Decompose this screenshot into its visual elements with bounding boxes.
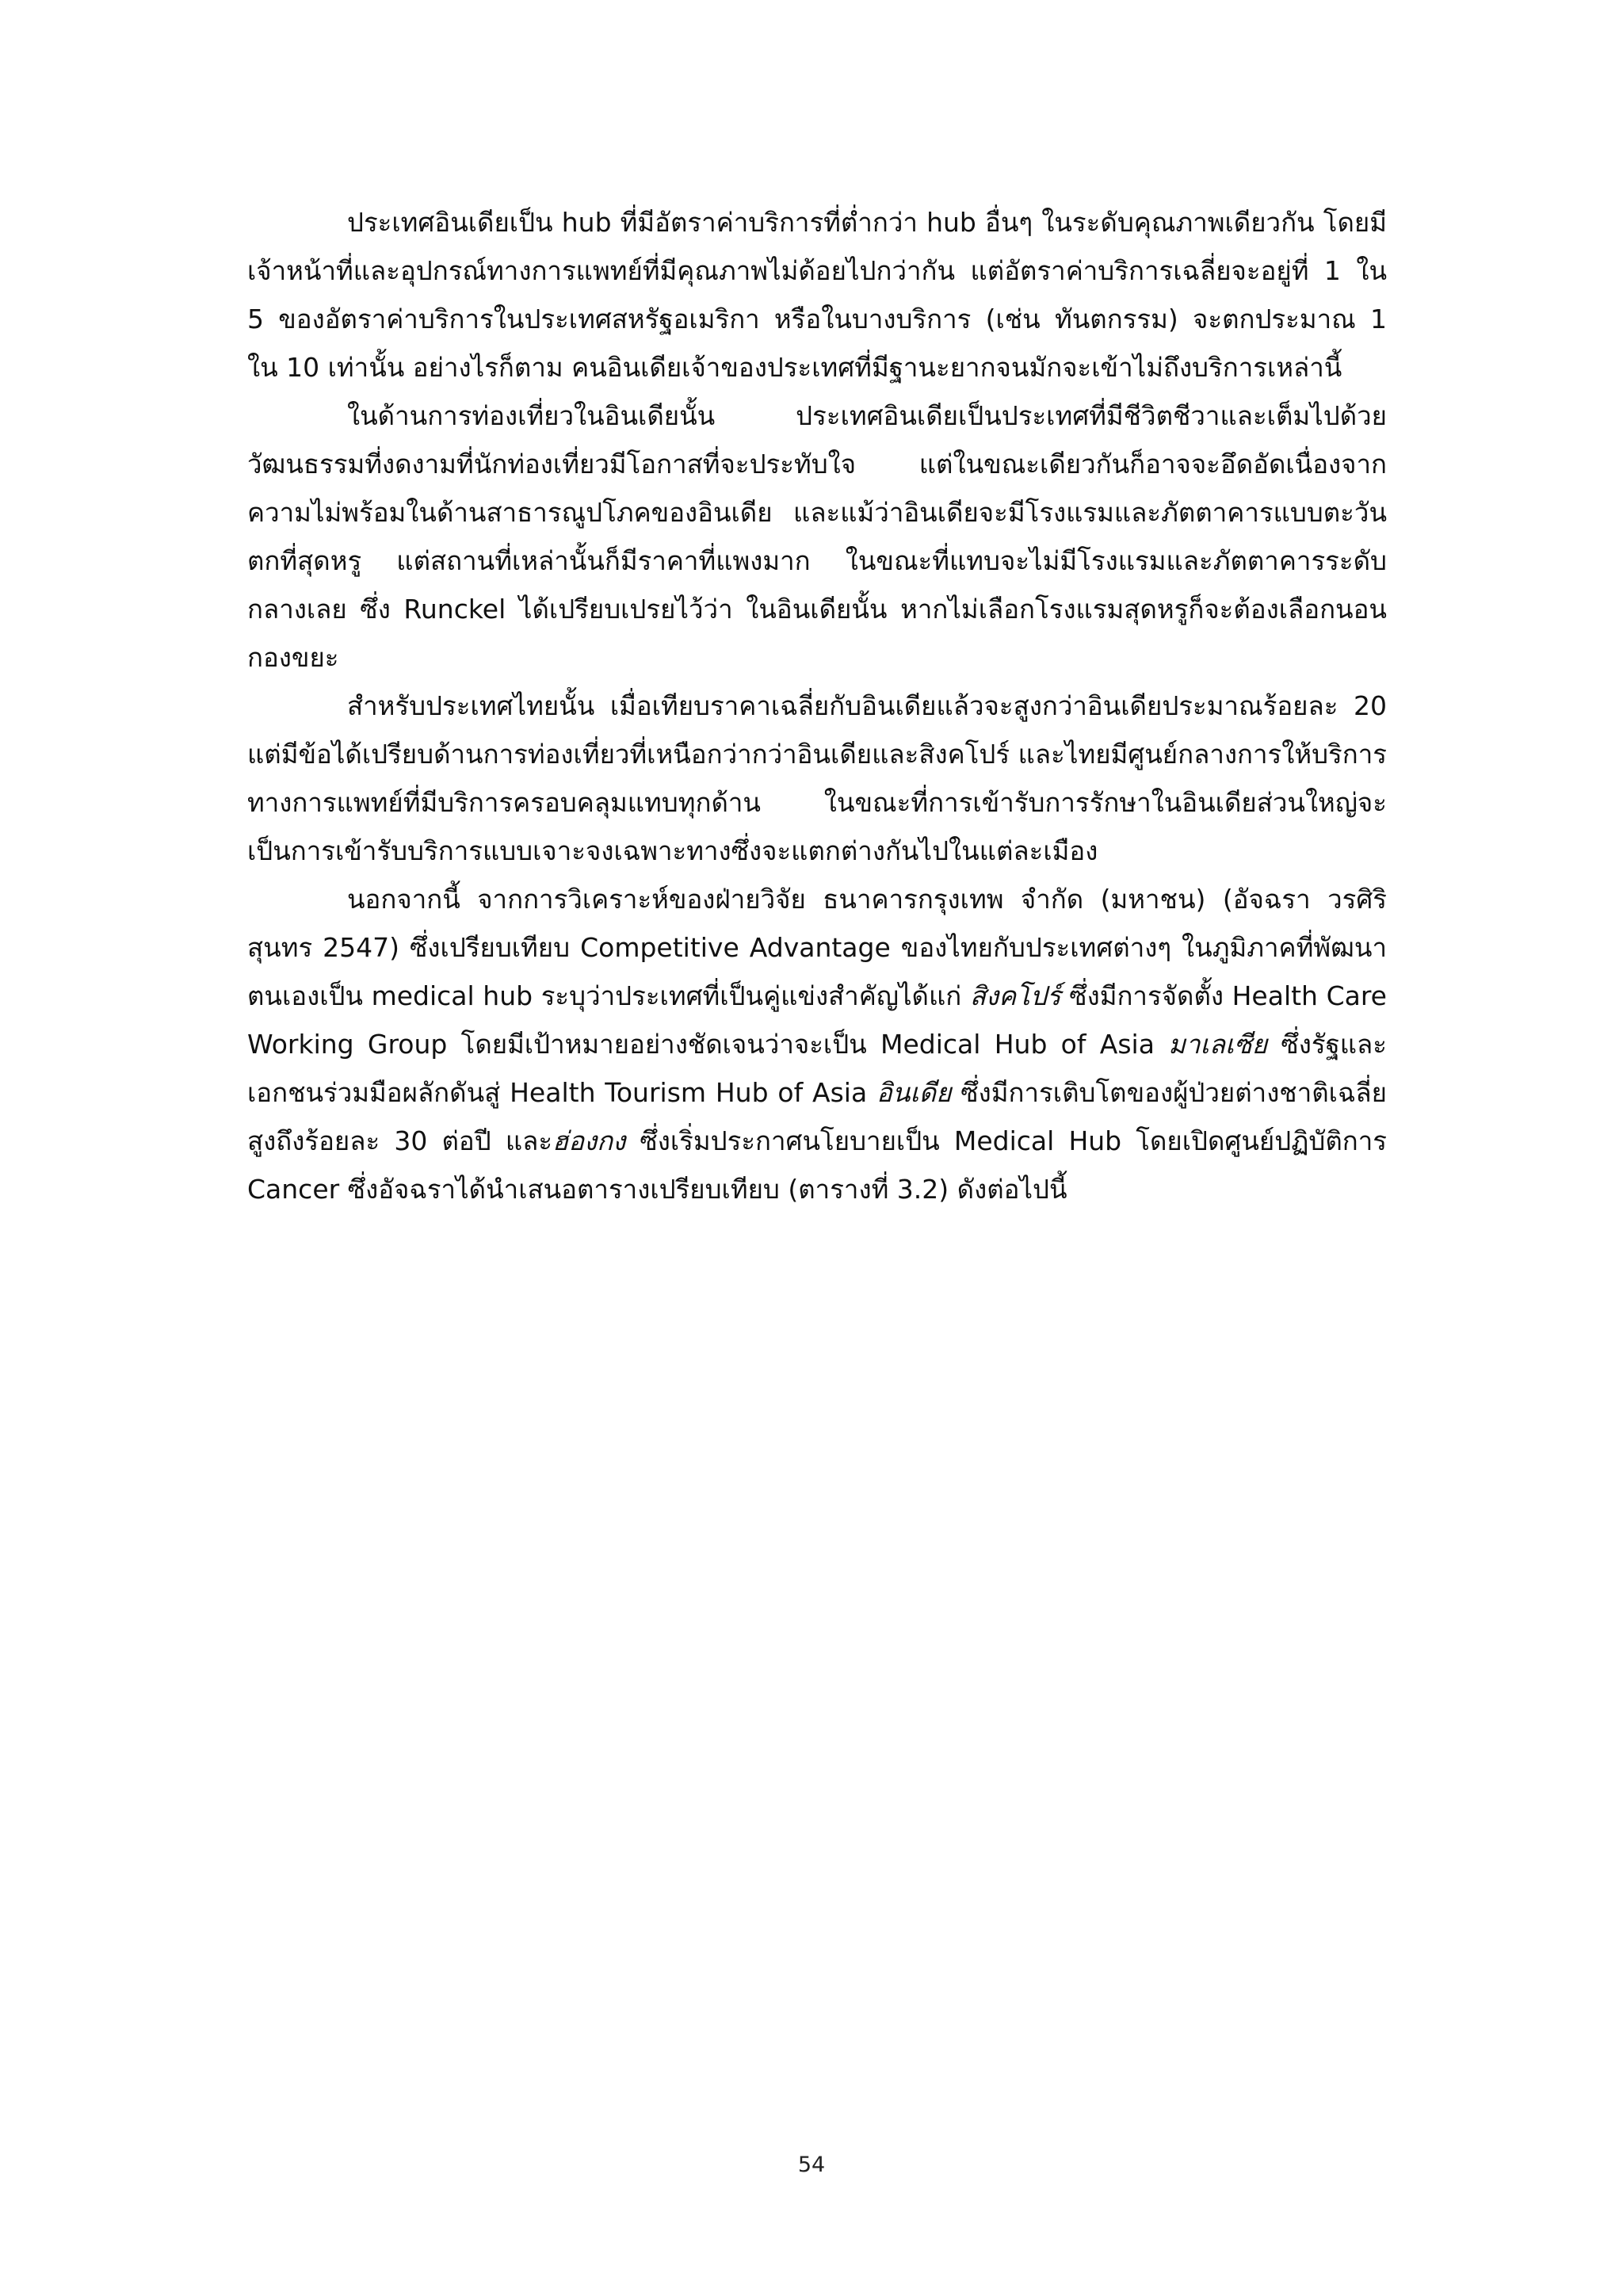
competitors-text-5: ซึ่งเริ่มประกาศนโยบายเป็น Medical Hub โดยเปิดศูนย์ปฏิบัติการ Cancer ซึ่งอัจฉราได้นำเสนอตารางเปรียบเทียบ (ตารางที่ 3.2) ดังต่อไปนี้ xyxy=(247,1125,1387,1205)
page-number: 54 xyxy=(797,2153,826,2177)
competitors-text-4: ซึ่งมีการเติบโตของผู้ป่วยต่างชาติเฉลี่ยสูงถึงร้อยละ 30 ต่อปี และ xyxy=(247,1077,1387,1156)
competitor-india: อินเดีย xyxy=(876,1077,952,1108)
competitors-text-3: ซึ่งรัฐและเอกชนร่วมมือผลักดันสู่ Health Tourism Hub of Asia xyxy=(247,1029,1387,1108)
paragraph-india-cost: ประเทศอินเดียเป็น hub ที่มีอัตราค่าบริการที่ต่ำกว่า hub อื่นๆ ในระดับคุณภาพเดียวกัน โดยมีเจ้าหน้าที่และอุปกรณ์ทางการแพทย์ที่มีคุณภาพไม่ด้อยไปกว่ากัน แต่อัตราค่าบริการเฉลี่ยจะอยู่ที่ 1 ใน 5 ของอัตราค่าบริการในประเทศสหรัฐอเมริกา หรือในบางบริการ (เช่น ทันตกรรม) จะตกประมาณ 1 ใน 10 เท่านั้น อย่างไรก็ตาม คนอินเดียเจ้าของประเทศที่มีฐานะยากจนมักจะเข้าไม่ถึงบริการเหล่านี้ xyxy=(247,207,1387,383)
document-body xyxy=(247,198,1387,1213)
paragraph-thailand-comparison: สำหรับประเทศไทยนั้น เมื่อเทียบราคาเฉลี่ยกับอินเดียแล้วจะสูงกว่าอินเดียประมาณร้อยละ 20 แต่มีข้อได้เปรียบด้านการท่องเที่ยวที่เหนือกว่ากว่าอินเดียและสิงคโปร์ และไทยมีศูนย์กลางการให้บริการทางการแพทย์ที่มีบริการครอบคลุมแทบทุกด้าน ในขณะที่การเข้ารับการรักษาในอินเดียส่วนใหญ่จะเป็นการเข้ารับบริการแบบเจาะจงเฉพาะทางซึ่งจะแตกต่างกันไปในแต่ละเมือง xyxy=(247,690,1387,866)
paragraph-india-tourism: ในด้านการท่องเที่ยวในอินเดียนั้น ประเทศอินเดียเป็นประเทศที่มีชีวิตชีวาและเต็มไปด้วยวัฒนธรรมที่งดงามที่นักท่องเที่ยวมีโอกาสที่จะประทับใจ แต่ในขณะเดียวกันก็อาจจะอึดอัดเนื่องจากความไม่พร้อมในด้านสาธารณูปโภคของอินเดีย และแม้ว่าอินเดียจะมีโรงแรมและภัตตาคารแบบตะวันตกที่สุดหรู แต่สถานที่เหล่านั้นก็มีราคาที่แพงมาก ในขณะที่แทบจะไม่มีโรงแรมและภัตตาคารระดับกลางเลย ซึ่ง Runckel ได้เปรียบเปรยไว้ว่า ในอินเดียนั้น หากไม่เลือกโรงแรมสุดหรูก็จะต้องเลือกนอนกองขยะ xyxy=(247,400,1387,673)
competitors-text-1: นอกจากนี้ จากการวิเคราะห์ของฝ่ายวิจัย ธนาคารกรุงเทพ จำกัด (มหาชน) (อัจฉรา วรศิริสุนทร 2547) ซึ่งเปรียบเทียบ Competitive Advantage ของไทยกับประเทศต่างๆ ในภูมิภาคที่พัฒนาตนเองเป็น medical hub ระบุว่าประเทศที่เป็นคู่แข่งสำคัญได้แก่ xyxy=(247,884,1387,1011)
competitor-singapore: สิงคโปร์ xyxy=(969,980,1061,1011)
paragraph-competitors xyxy=(247,875,1387,1213)
competitor-malaysia: มาเลเซีย xyxy=(1168,1029,1268,1060)
competitor-hongkong: ฮ่องกง xyxy=(552,1125,626,1156)
competitors-text-2: ซึ่งมีการจัดตั้ง Health Care Working Group โดยมีเป้าหมายอย่างชัดเจนว่าจะเป็น Medical Hub of Asia xyxy=(247,980,1387,1060)
